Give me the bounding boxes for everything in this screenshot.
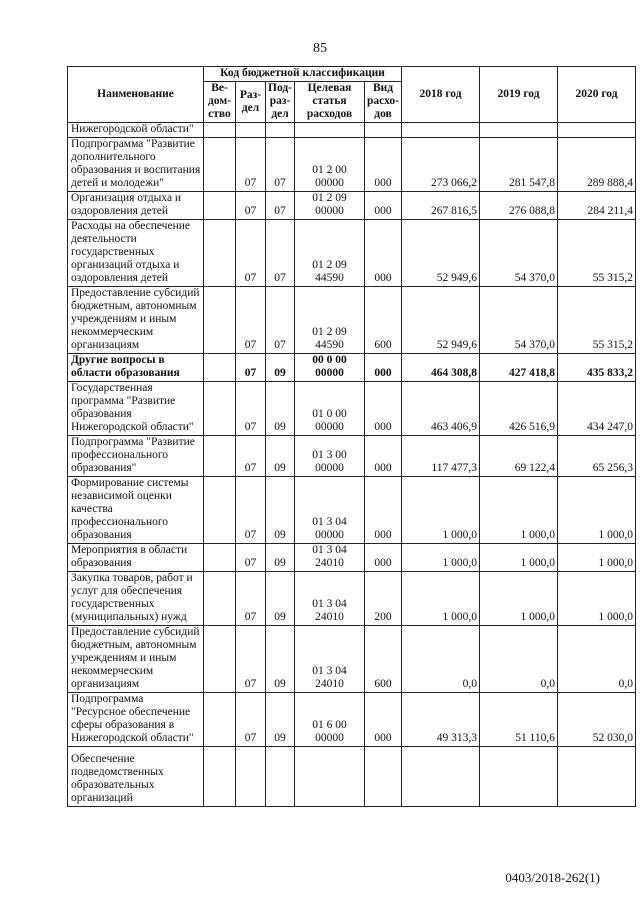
table-row bbox=[68, 477, 636, 544]
amount-2020: 1 000,0 bbox=[558, 477, 636, 544]
table-row bbox=[68, 287, 636, 354]
amount-2018: 1 000,0 bbox=[402, 572, 480, 626]
table-row bbox=[68, 382, 636, 436]
target-article-code: 01 0 00 00000 bbox=[295, 382, 365, 436]
podrazdel-code: 09 bbox=[266, 693, 295, 747]
amount-2020: 289 888,4 bbox=[558, 138, 636, 192]
target-article-code: 01 3 04 24010 bbox=[295, 626, 365, 693]
razdel-code: 07 bbox=[236, 572, 266, 626]
vedomstvo-code bbox=[204, 477, 236, 544]
razdel-code: 07 bbox=[236, 192, 266, 220]
podrazdel-code: 09 bbox=[266, 572, 295, 626]
expense-type-code: 000 bbox=[365, 382, 402, 436]
podrazdel-code: 09 bbox=[266, 626, 295, 693]
amount-2019: 426 516,9 bbox=[480, 382, 558, 436]
document-code: 0403/2018-262(1) bbox=[505, 870, 600, 885]
expense-type-code: 000 bbox=[365, 544, 402, 572]
razdel-code: 07 bbox=[236, 477, 266, 544]
podrazdel-code: 09 bbox=[266, 436, 295, 477]
amount-2019: 276 088,8 bbox=[480, 192, 558, 220]
table-row bbox=[68, 192, 636, 220]
amount-2019: 1 000,0 bbox=[480, 572, 558, 626]
amount-2018: 52 949,6 bbox=[402, 287, 480, 354]
razdel-code: 07 bbox=[236, 436, 266, 477]
row-name: Подпрограмма "Развитие дополнительного образования и воспитания детей и молодежи" bbox=[68, 138, 204, 192]
razdel-code: 07 bbox=[236, 220, 266, 287]
row-name: Расходы на обеспечение деятельности государственных организаций отдыха и оздоровления детей bbox=[68, 220, 204, 287]
amount-2018: 117 477,3 bbox=[402, 436, 480, 477]
row-name: Формирование системы независимой оценки качества профессионального образования bbox=[68, 477, 204, 544]
target-article-code: 01 2 00 00000 bbox=[295, 138, 365, 192]
vedomstvo-code bbox=[204, 544, 236, 572]
table-row bbox=[68, 436, 636, 477]
amount-2020: 1 000,0 bbox=[558, 572, 636, 626]
table-row bbox=[68, 544, 636, 572]
expense-type-code: 000 bbox=[365, 220, 402, 287]
target-article-code: 00 0 00 00000 bbox=[295, 354, 365, 382]
header-2018: 2018 год bbox=[402, 67, 480, 123]
razdel-code: 07 bbox=[236, 354, 266, 382]
podrazdel-code: 07 bbox=[266, 287, 295, 354]
amount-2018: 464 308,8 bbox=[402, 354, 480, 382]
amount-2018: 267 816,5 bbox=[402, 192, 480, 220]
page-number: 85 bbox=[313, 41, 327, 56]
target-article-code: 01 2 09 00000 bbox=[295, 192, 365, 220]
target-article-code: 01 6 00 00000 bbox=[295, 693, 365, 747]
amount-2020: 65 256,3 bbox=[558, 436, 636, 477]
table-row bbox=[68, 572, 636, 626]
expense-type-code: 000 bbox=[365, 436, 402, 477]
row-name: Предоставление субсидий бюджетным, автономным учреждениям и иным некоммерческим организациям bbox=[68, 626, 204, 693]
expense-type-code: 000 bbox=[365, 477, 402, 544]
amount-2019: 281 547,8 bbox=[480, 138, 558, 192]
amount-2019: 54 370,0 bbox=[480, 287, 558, 354]
header-code-group: Код бюджетной классификации bbox=[204, 67, 402, 82]
table-row bbox=[68, 138, 636, 192]
row-name: Закупка товаров, работ и услуг для обеспечения государственных (муниципальных) нужд bbox=[68, 572, 204, 626]
amount-2018: 273 066,2 bbox=[402, 138, 480, 192]
row-name: Мероприятия в области образования bbox=[68, 544, 204, 572]
vedomstvo-code bbox=[204, 220, 236, 287]
amount-2020: 1 000,0 bbox=[558, 544, 636, 572]
table-row bbox=[68, 693, 636, 747]
amount-2019: 1 000,0 bbox=[480, 544, 558, 572]
razdel-code: 07 bbox=[236, 693, 266, 747]
amount-2020: 0,0 bbox=[558, 626, 636, 693]
amount-2020: 55 315,2 bbox=[558, 287, 636, 354]
row-name: Подпрограмма "Ресурсное обеспечение сферы образования в Нижегородской области" bbox=[68, 693, 204, 747]
expense-type-code: 600 bbox=[365, 626, 402, 693]
expense-type-code: 000 bbox=[365, 192, 402, 220]
vedomstvo-code bbox=[204, 572, 236, 626]
amount-2019: 0,0 bbox=[480, 626, 558, 693]
vedomstvo-code bbox=[204, 192, 236, 220]
table-row bbox=[68, 220, 636, 287]
header-2019: 2019 год bbox=[480, 67, 558, 123]
expense-type-code: 000 bbox=[365, 138, 402, 192]
vedomstvo-code bbox=[204, 693, 236, 747]
row-name: Обеспечение подведомственных образовательных организаций bbox=[68, 747, 204, 807]
header-celevaya-statya: Целевая статья расходов bbox=[295, 82, 365, 123]
amount-2018: 0,0 bbox=[402, 626, 480, 693]
expense-type-code: 200 bbox=[365, 572, 402, 626]
vedomstvo-code bbox=[204, 382, 236, 436]
podrazdel-code: 09 bbox=[266, 354, 295, 382]
amount-2019: 1 000,0 bbox=[480, 477, 558, 544]
amount-2020: 435 833,2 bbox=[558, 354, 636, 382]
podrazdel-code: 07 bbox=[266, 138, 295, 192]
header-podrazdel: Под- раз- дел bbox=[266, 82, 295, 123]
header-vedomstvo: Ве- дом- ство bbox=[204, 82, 236, 123]
amount-2018: 1 000,0 bbox=[402, 477, 480, 544]
podrazdel-code: 09 bbox=[266, 382, 295, 436]
amount-2018: 49 313,3 bbox=[402, 693, 480, 747]
amount-2018: 1 000,0 bbox=[402, 544, 480, 572]
budget-table bbox=[67, 66, 636, 807]
amount-2020: 434 247,0 bbox=[558, 382, 636, 436]
target-article-code: 01 3 04 00000 bbox=[295, 477, 365, 544]
expense-type-code: 600 bbox=[365, 287, 402, 354]
amount-2020: 52 030,0 bbox=[558, 693, 636, 747]
header-name: Наименование bbox=[68, 67, 204, 123]
header-vid-rashodov: Вид расхо- дов bbox=[365, 82, 402, 123]
target-article-code: 01 3 04 24010 bbox=[295, 544, 365, 572]
vedomstvo-code bbox=[204, 436, 236, 477]
table-row bbox=[68, 354, 636, 382]
header-razdel: Раз- дел bbox=[236, 82, 266, 123]
vedomstvo-code bbox=[204, 287, 236, 354]
podrazdel-code: 07 bbox=[266, 220, 295, 287]
header-2020: 2020 год bbox=[558, 67, 636, 123]
razdel-code: 07 bbox=[236, 287, 266, 354]
razdel-code: 07 bbox=[236, 138, 266, 192]
razdel-code: 07 bbox=[236, 382, 266, 436]
amount-2019: 427 418,8 bbox=[480, 354, 558, 382]
carry-over-row bbox=[68, 123, 636, 138]
vedomstvo-code bbox=[204, 354, 236, 382]
expense-type-code: 000 bbox=[365, 693, 402, 747]
row-name: Подпрограмма "Развитие профессионального образования" bbox=[68, 436, 204, 477]
amount-2019: 54 370,0 bbox=[480, 220, 558, 287]
row-name: Предоставление субсидий бюджетным, автономным учреждениям и иным некоммерческим организациям bbox=[68, 287, 204, 354]
podrazdel-code: 07 bbox=[266, 192, 295, 220]
amount-2019: 69 122,4 bbox=[480, 436, 558, 477]
amount-2018: 463 406,9 bbox=[402, 382, 480, 436]
podrazdel-code: 09 bbox=[266, 544, 295, 572]
amount-2020: 55 315,2 bbox=[558, 220, 636, 287]
amount-2019: 51 110,6 bbox=[480, 693, 558, 747]
target-article-code: 01 3 00 00000 bbox=[295, 436, 365, 477]
razdel-code: 07 bbox=[236, 626, 266, 693]
vedomstvo-code bbox=[204, 626, 236, 693]
expense-type-code: 000 bbox=[365, 354, 402, 382]
row-name: Другие вопросы в области образования bbox=[68, 354, 204, 382]
razdel-code: 07 bbox=[236, 544, 266, 572]
target-article-code: 01 2 09 44590 bbox=[295, 287, 365, 354]
table-row bbox=[68, 626, 636, 693]
row-name: Государственная программа "Развитие образования Нижегородской области" bbox=[68, 382, 204, 436]
amount-2018: 52 949,6 bbox=[402, 220, 480, 287]
target-article-code: 01 3 04 24010 bbox=[295, 572, 365, 626]
podrazdel-code: 09 bbox=[266, 477, 295, 544]
table-row bbox=[68, 747, 636, 807]
row-name: Организация отдыха и оздоровления детей bbox=[68, 192, 204, 220]
vedomstvo-code bbox=[204, 138, 236, 192]
amount-2020: 284 211,4 bbox=[558, 192, 636, 220]
row-name: Нижегородской области" bbox=[68, 123, 204, 138]
target-article-code: 01 2 09 44590 bbox=[295, 220, 365, 287]
